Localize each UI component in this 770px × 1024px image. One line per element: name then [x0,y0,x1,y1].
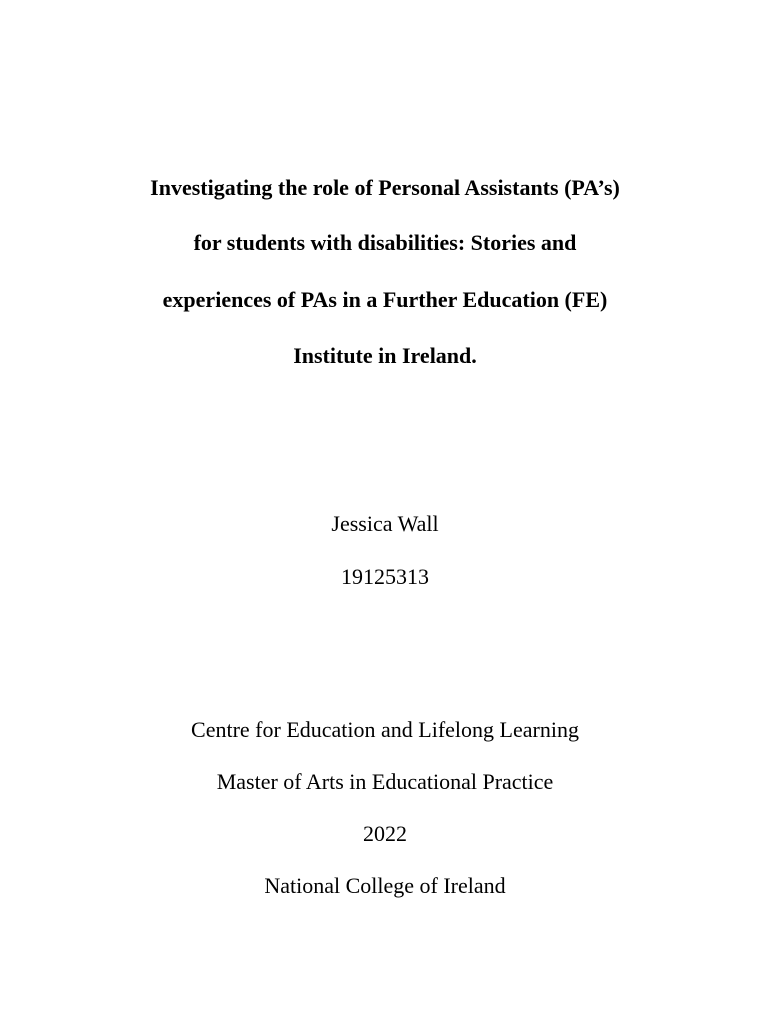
programme-name: Master of Arts in Educational Practice [216,769,554,794]
title-line-4: Institute in Ireland. [293,343,477,368]
title-line-1: Investigating the role of Personal Assistants (PA’s) [150,175,620,200]
department-name: Centre for Education and Lifelong Learning [191,717,579,742]
title-line-2: for students with disabilities: Stories and [193,230,577,255]
institution-name: National College of Ireland [264,873,506,898]
author-name: Jessica Wall [331,511,439,536]
student-id: 19125313 [341,564,429,589]
submission-year: 2022 [363,821,407,846]
title-line-3: experiences of PAs in a Further Education (FE) [162,287,608,312]
